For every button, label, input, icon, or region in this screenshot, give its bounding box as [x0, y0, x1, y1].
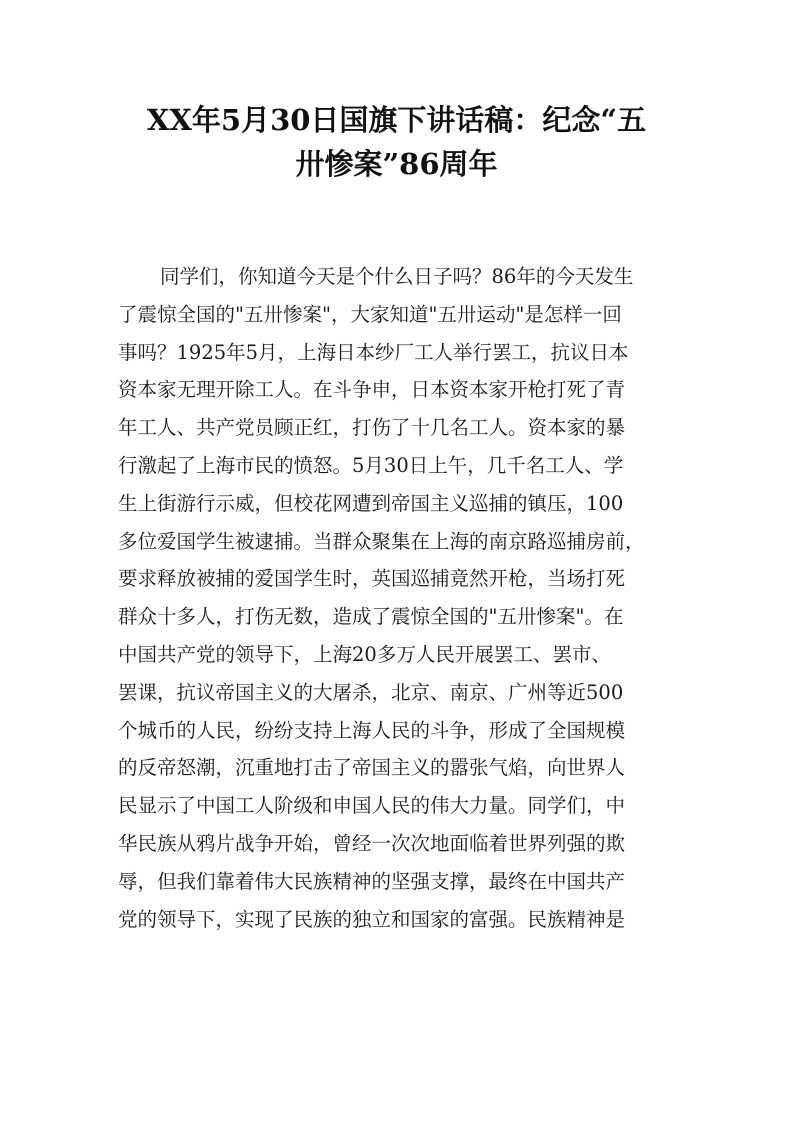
body-line: 资本家无理开除工人。在斗争申，日本资本家开枪打死了青	[118, 378, 626, 402]
body-line: 多位爱国学生被逮捕。当群众聚集在上海的南京路巡捕房前，	[118, 529, 645, 553]
body-line: 年工人、共产党员顾正红，打伤了十几名工人。资本家的暴	[118, 416, 626, 440]
body-line: 中国共产党的领导下，上海20多万人民开展罢工、罢市、	[118, 642, 611, 666]
title-line-1: XX年5月30日国旗下讲话稿：纪念“五	[146, 103, 647, 137]
body-line: 党的领导下，实现了民族的独立和国家的富强。民族精神是	[118, 907, 626, 931]
body-line: 的反帝怒潮，沉重地打击了帝国主义的嚣张气焰，向世界人	[118, 756, 626, 780]
title-line-2: 卅惨案”86周年	[295, 147, 498, 181]
body-line: 群众十多人，打伤无数，造成了震惊全国的"五卅惨案"。在	[118, 605, 624, 629]
body-line: 行激起了上海市民的愤怒。5月30日上午，几千名工人、学	[118, 453, 624, 477]
body-line: 生上街游行示威，但校花网遭到帝国主义巡捕的镇压，100	[118, 491, 624, 515]
body-line: 华民族从鸦片战争开始，曾经一次次地面临着世界列强的欺	[118, 831, 626, 855]
body-paragraph	[118, 258, 688, 938]
body-line: 要求释放被捕的爱国学生时，英国巡捕竟然开枪，当场打死	[118, 567, 626, 591]
body-line: 辱，但我们靠着伟大民族精神的坚强支撑，最终在中国共产	[118, 869, 626, 893]
body-line: 民显示了中国工人阶级和申国人民的伟大力量。同学们，中	[118, 794, 626, 818]
document-title	[100, 98, 693, 186]
body-line: 罢课，抗议帝国主义的大屠杀，北京、南京、广州等近500	[118, 680, 624, 704]
body-line: 了震惊全国的"五卅惨案"，大家知道"五卅运动"是怎样一回	[118, 302, 622, 326]
body-line: 事吗？1925年5月，上海日本纱厂工人举行罢工，抗议日本	[118, 340, 629, 364]
body-line: 个城币的人民，纷纷支持上海人民的斗争，形成了全国规模	[118, 718, 626, 742]
body-line: 同学们，你知道今天是个什么日子吗？86年的今天发生	[160, 265, 634, 288]
